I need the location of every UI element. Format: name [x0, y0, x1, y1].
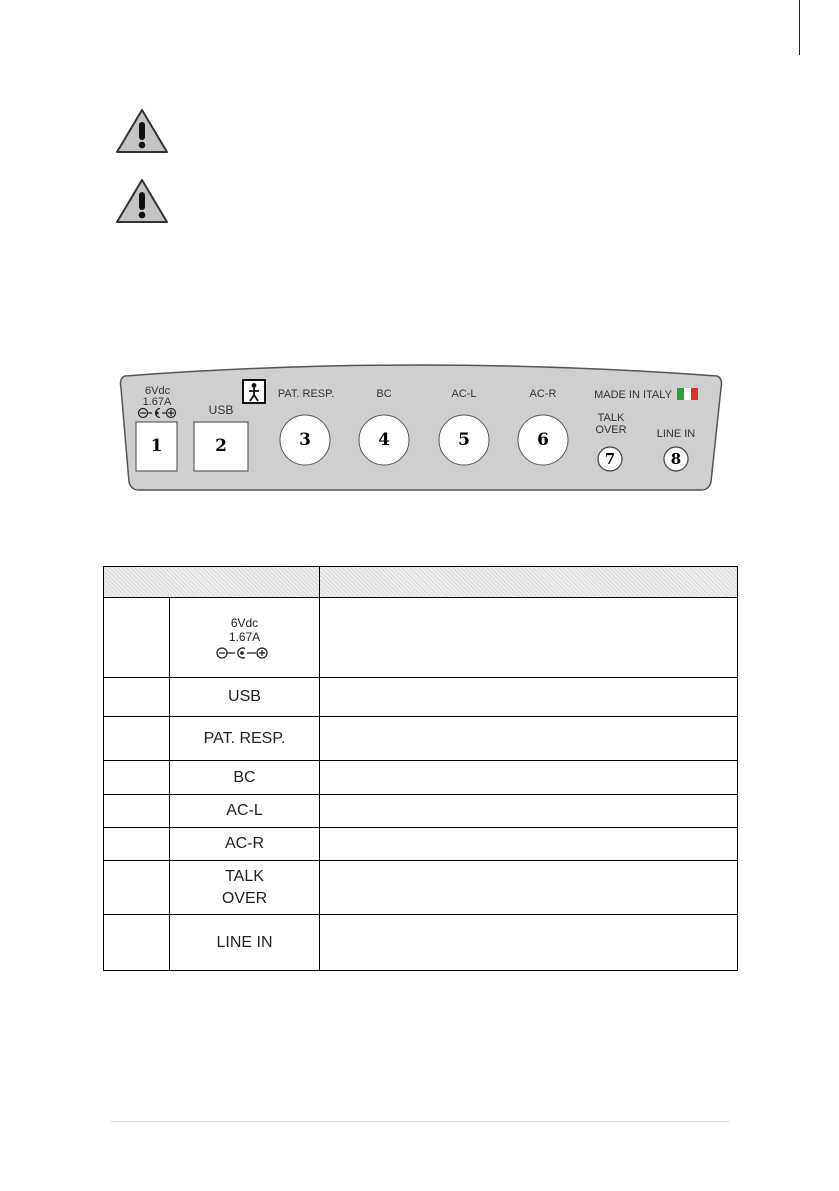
talk-over-label-line1: TALK: [597, 412, 625, 424]
table-cell: [104, 678, 170, 717]
symbol-cell: [170, 598, 320, 678]
description-cell: [320, 828, 738, 861]
description-cell: [320, 761, 738, 795]
table-row: [104, 678, 738, 717]
acr-label: AC-R: [529, 388, 557, 400]
table-header-cell: [320, 567, 738, 598]
description-cell: [320, 861, 738, 915]
pat-resp-label: PAT. RESP.: [277, 388, 335, 400]
symbol-cell: [170, 717, 320, 761]
bc-label: BC: [376, 388, 392, 400]
table-cell: [104, 828, 170, 861]
table-row: [104, 861, 738, 915]
symbol-text: TALK: [225, 867, 264, 885]
table-header-row: [104, 567, 738, 598]
dc-polarity-icon: [215, 646, 275, 660]
table-cell: [104, 717, 170, 761]
table-row: [104, 915, 738, 971]
line-in-label: LINE IN: [656, 428, 696, 440]
symbol-cell: [170, 795, 320, 828]
warning-icon: [115, 178, 169, 224]
power-voltage-label: 6Vdc: [145, 385, 171, 397]
table-row: [104, 761, 738, 795]
symbol-text: 1.67A: [228, 629, 261, 644]
symbol-cell: [170, 915, 320, 971]
symbol-text: PAT. RESP.: [203, 729, 286, 747]
table-cell: [104, 795, 170, 828]
symbol-cell: [170, 678, 320, 717]
table-cell: [104, 915, 170, 971]
port-number-5: 5: [458, 430, 470, 450]
symbol-text: AC-L: [226, 802, 263, 819]
table-row: [104, 598, 738, 678]
talk-over-label-line2: OVER: [595, 424, 627, 436]
symbol-text: BC: [233, 768, 256, 786]
connector-table: [103, 566, 738, 971]
symbol-text: AC-R: [224, 835, 265, 852]
description-cell: [320, 795, 738, 828]
port-number-6: 6: [537, 430, 549, 450]
usb-label: USB: [208, 403, 234, 417]
symbol-cell: [170, 861, 320, 915]
symbol-cell: [170, 828, 320, 861]
symbol-cell: [170, 761, 320, 795]
symbol-text: OVER: [221, 889, 268, 907]
port-number-3: 3: [299, 430, 311, 450]
description-cell: [320, 717, 738, 761]
warning-icon: [115, 108, 169, 154]
footer-divider: [110, 1121, 730, 1122]
port-number-2: 2: [215, 436, 227, 456]
italy-flag-icon: [677, 388, 698, 400]
port-number-7: 7: [604, 450, 616, 468]
port-number-4: 4: [378, 430, 390, 450]
acl-label: AC-L: [451, 388, 477, 400]
table-cell: [104, 761, 170, 795]
made-in-italy-label: MADE IN ITALY: [594, 389, 672, 401]
rear-panel-illustration: [119, 358, 723, 493]
table-cell: [104, 598, 170, 678]
description-cell: [320, 915, 738, 971]
table-cell: [104, 861, 170, 915]
table-header-cell: [104, 567, 320, 598]
rear-panel-shape: [119, 358, 723, 493]
port-number-1: 1: [150, 436, 163, 456]
page-margin-line: [799, 0, 800, 55]
symbol-text: USB: [228, 688, 261, 705]
symbol-text: 6Vdc: [230, 615, 259, 630]
table-row: [104, 717, 738, 761]
table-row: [104, 828, 738, 861]
power-current-label: 1.67A: [142, 396, 172, 408]
port-number-8: 8: [670, 450, 682, 468]
applied-part-bf-icon: [243, 380, 265, 403]
symbol-text: LINE IN: [216, 933, 273, 951]
description-cell: [320, 598, 738, 678]
description-cell: [320, 678, 738, 717]
table-row: [104, 795, 738, 828]
